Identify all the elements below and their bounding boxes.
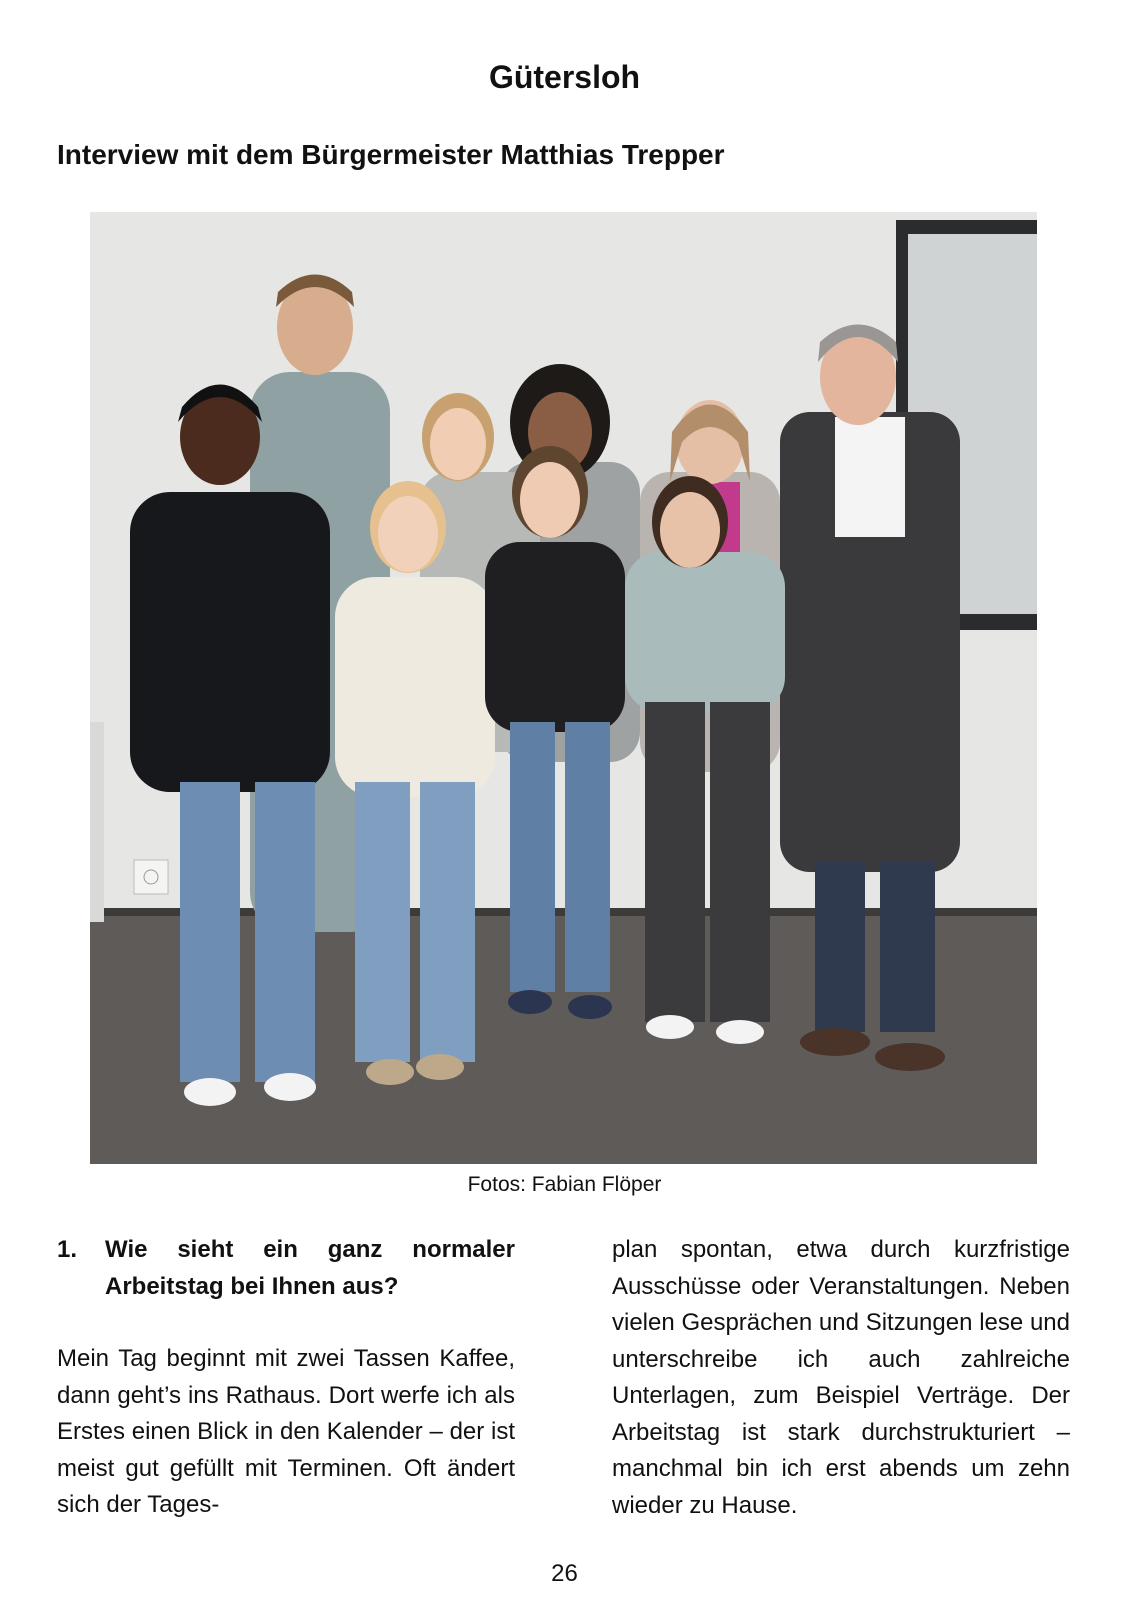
text-column-right [612,1232,1070,1524]
photo-caption: Fotos: Fabian Flöper [467,1173,662,1196]
answer-paragraph-right: plan spontan, etwa durch kurzfristige Ausschüsse oder Veranstaltungen. Neben vielen Gesprächen und Sitzungen lese und unterschreibe ich auch zahlreiche Unterlagen, zum Beispiel Verträge. Der Arbeitstag ist stark durchstrukturiert – manchmal bin ich erst abends um zehn wieder zu Hause. [612,1236,1070,1519]
page-number: 26 [551,1560,578,1587]
answer-paragraph-left: Mein Tag beginnt mit zwei Tassen Kaffee, dann geht’s ins Rathaus. Dort werfe ich als Erstes einen Blick in den Kalender – der ist meist gut gefüllt mit Terminen. Oft ändert sich der Tages- [57,1345,515,1518]
group-photo-illustration [90,212,1037,1164]
question-number: 1. [57,1236,78,1263]
question-text: Wie sieht ein ganz normaler Arbeitstag bei Ihnen aus? [105,1236,515,1300]
section-town-heading: Gütersloh [488,59,641,95]
interview-question [57,1232,515,1305]
group-photo [90,212,1037,1164]
article-title: Interview mit dem Bürgermeister Matthias Trepper [57,139,725,170]
text-column-left [57,1232,515,1524]
